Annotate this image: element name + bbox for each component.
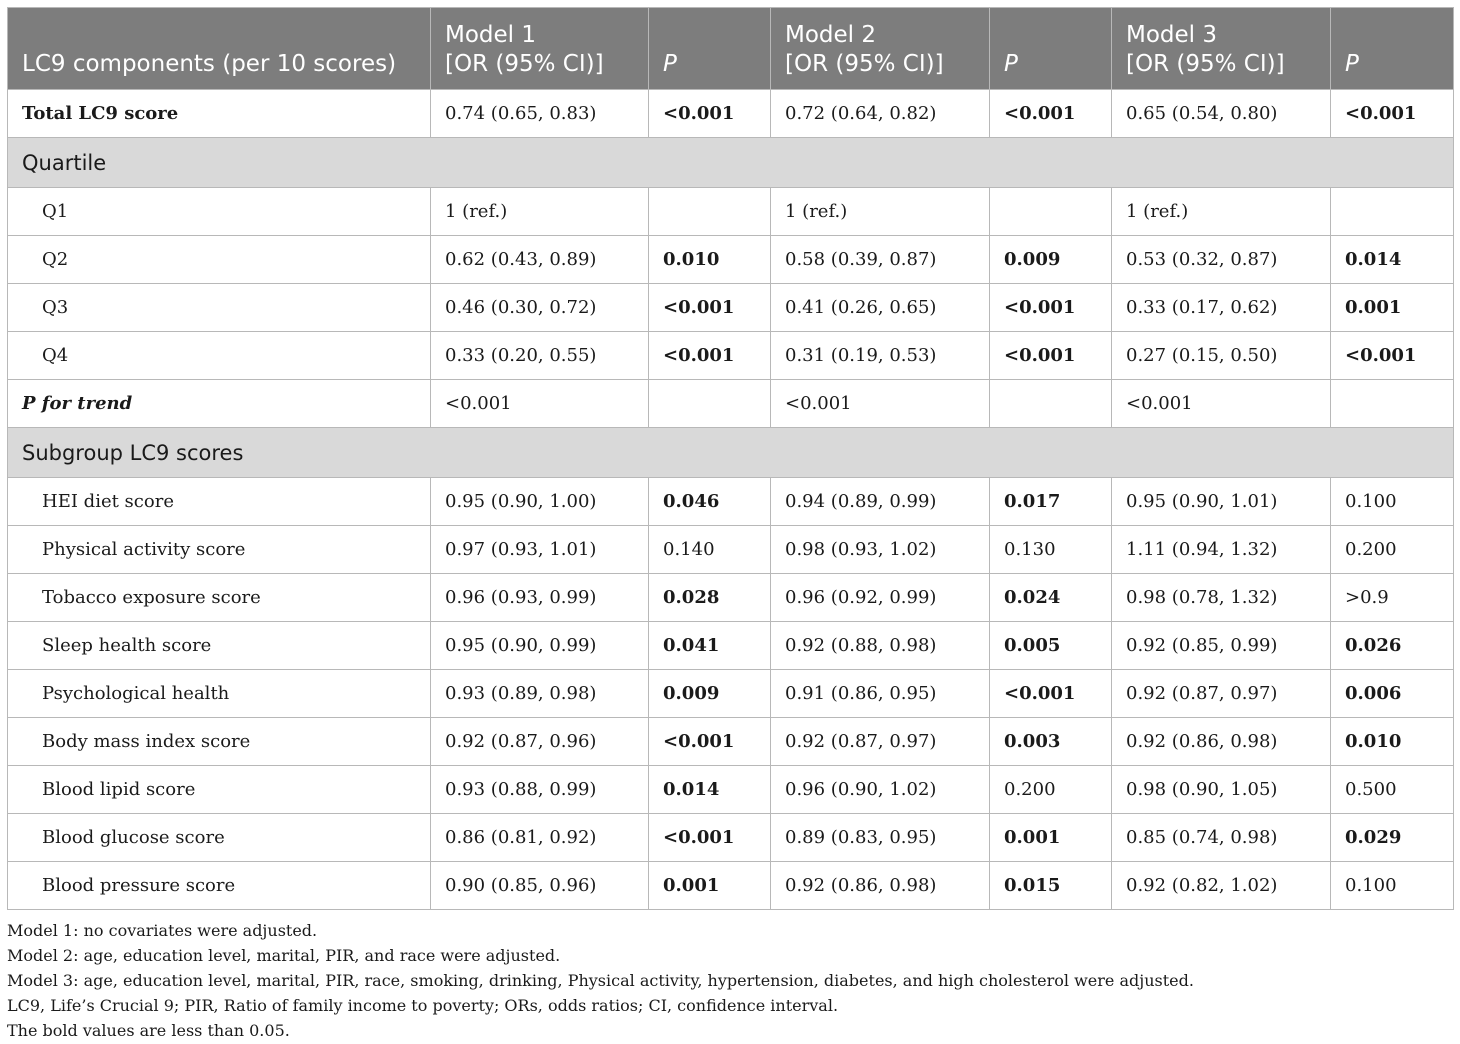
row-label: Blood pressure score	[8, 862, 431, 910]
row-label: Sleep health score	[8, 622, 431, 670]
or-model1: <0.001	[431, 380, 649, 428]
or-model1: 0.93 (0.88, 0.99)	[431, 766, 649, 814]
results-table	[7, 7, 1454, 910]
or-model3: 0.85 (0.74, 0.98)	[1112, 814, 1331, 862]
footnote: Model 1: no covariates were adjusted.	[7, 921, 318, 940]
header-p1: P	[649, 8, 771, 90]
row-label: Q3	[8, 284, 431, 332]
or-model2: 0.96 (0.90, 1.02)	[771, 766, 990, 814]
p-model3: >0.9	[1331, 574, 1454, 622]
or-model2: 1 (ref.)	[771, 188, 990, 236]
footnote: Model 3: age, education level, marital, PIR, race, smoking, drinking, Physical activity, hypertension, diabetes, and high cholesterol were adjusted.	[7, 971, 1194, 990]
p-model3: 0.006	[1331, 670, 1454, 718]
or-model2: 0.96 (0.92, 0.99)	[771, 574, 990, 622]
or-model2: 0.98 (0.93, 1.02)	[771, 526, 990, 574]
p-model1: 0.010	[649, 236, 771, 284]
table-footnotes	[7, 918, 1453, 1043]
section-row-subgroup	[8, 428, 1454, 478]
or-model2: 0.94 (0.89, 0.99)	[771, 478, 990, 526]
results-table-container	[7, 7, 1453, 910]
section-label: Quartile	[8, 138, 1454, 188]
row-label: Q2	[8, 236, 431, 284]
table-row-q4	[8, 332, 1454, 380]
p-model2: 0.130	[990, 526, 1112, 574]
or-model1: 0.95 (0.90, 1.00)	[431, 478, 649, 526]
p-model1: <0.001	[649, 332, 771, 380]
p-model3: 0.100	[1331, 862, 1454, 910]
or-model2: 0.92 (0.86, 0.98)	[771, 862, 990, 910]
footnote: The bold values are less than 0.05.	[7, 1021, 290, 1040]
p-model1: <0.001	[649, 814, 771, 862]
table-row-tobacco	[8, 574, 1454, 622]
p-model1: 0.009	[649, 670, 771, 718]
p-model3: 0.010	[1331, 718, 1454, 766]
header-p3: P	[1331, 8, 1454, 90]
or-model1: 0.46 (0.30, 0.72)	[431, 284, 649, 332]
p-model2: 0.015	[990, 862, 1112, 910]
p-model2: 0.009	[990, 236, 1112, 284]
or-model3: 0.92 (0.87, 0.97)	[1112, 670, 1331, 718]
row-label: P for trend	[8, 380, 431, 428]
or-model1: 0.74 (0.65, 0.83)	[431, 90, 649, 138]
or-model3: 0.65 (0.54, 0.80)	[1112, 90, 1331, 138]
p-model2: 0.001	[990, 814, 1112, 862]
table-row-total	[8, 90, 1454, 138]
p-model1: <0.001	[649, 284, 771, 332]
p-model1: 0.014	[649, 766, 771, 814]
table-row-physical-activity	[8, 526, 1454, 574]
p-model2	[990, 188, 1112, 236]
p-model2: 0.200	[990, 766, 1112, 814]
p-model1: <0.001	[649, 718, 771, 766]
table-row-trend	[8, 380, 1454, 428]
or-model1: 0.33 (0.20, 0.55)	[431, 332, 649, 380]
header-model3: Model 3 [OR (95% CI)]	[1112, 8, 1331, 90]
p-model1: 0.046	[649, 478, 771, 526]
p-model3: <0.001	[1331, 90, 1454, 138]
or-model3: 0.92 (0.85, 0.99)	[1112, 622, 1331, 670]
p-model1	[649, 380, 771, 428]
row-label: Tobacco exposure score	[8, 574, 431, 622]
table-row-sleep	[8, 622, 1454, 670]
p-model3	[1331, 188, 1454, 236]
p-model1: 0.001	[649, 862, 771, 910]
or-model3: 0.92 (0.82, 1.02)	[1112, 862, 1331, 910]
p-model2: <0.001	[990, 284, 1112, 332]
p-model1: 0.140	[649, 526, 771, 574]
or-model3: 0.98 (0.78, 1.32)	[1112, 574, 1331, 622]
row-label: Blood glucose score	[8, 814, 431, 862]
p-model2: <0.001	[990, 90, 1112, 138]
p-model2: 0.003	[990, 718, 1112, 766]
table-row-blood-pressure	[8, 862, 1454, 910]
or-model2: 0.58 (0.39, 0.87)	[771, 236, 990, 284]
or-model3: <0.001	[1112, 380, 1331, 428]
p-model3: 0.200	[1331, 526, 1454, 574]
or-model2: 0.89 (0.83, 0.95)	[771, 814, 990, 862]
row-label: Q4	[8, 332, 431, 380]
or-model1: 0.90 (0.85, 0.96)	[431, 862, 649, 910]
or-model2: 0.91 (0.86, 0.95)	[771, 670, 990, 718]
or-model2: <0.001	[771, 380, 990, 428]
table-row-glucose	[8, 814, 1454, 862]
footnote: Model 2: age, education level, marital, PIR, and race were adjusted.	[7, 946, 561, 965]
header-model2: Model 2 [OR (95% CI)]	[771, 8, 990, 90]
row-label: Q1	[8, 188, 431, 236]
footnote: LC9, Life’s Crucial 9; PIR, Ratio of family income to poverty; ORs, odds ratios; CI, confidence interval.	[7, 996, 839, 1015]
or-model3: 0.27 (0.15, 0.50)	[1112, 332, 1331, 380]
row-label: Psychological health	[8, 670, 431, 718]
or-model1: 1 (ref.)	[431, 188, 649, 236]
p-model1: 0.041	[649, 622, 771, 670]
p-model3: 0.100	[1331, 478, 1454, 526]
or-model2: 0.31 (0.19, 0.53)	[771, 332, 990, 380]
table-row-psychological	[8, 670, 1454, 718]
p-model2: 0.005	[990, 622, 1112, 670]
or-model3: 0.53 (0.32, 0.87)	[1112, 236, 1331, 284]
or-model2: 0.41 (0.26, 0.65)	[771, 284, 990, 332]
or-model3: 1 (ref.)	[1112, 188, 1331, 236]
table-row-q3	[8, 284, 1454, 332]
p-model1: <0.001	[649, 90, 771, 138]
table-row-lipid	[8, 766, 1454, 814]
p-model2: <0.001	[990, 670, 1112, 718]
or-model3: 0.33 (0.17, 0.62)	[1112, 284, 1331, 332]
header-components: LC9 components (per 10 scores)	[8, 8, 431, 90]
p-model3: 0.029	[1331, 814, 1454, 862]
header-row	[8, 8, 1454, 90]
p-model1	[649, 188, 771, 236]
row-label: Blood lipid score	[8, 766, 431, 814]
row-label: Body mass index score	[8, 718, 431, 766]
table-row-bmi	[8, 718, 1454, 766]
row-label: HEI diet score	[8, 478, 431, 526]
p-model3: 0.500	[1331, 766, 1454, 814]
p-model3: 0.026	[1331, 622, 1454, 670]
or-model1: 0.92 (0.87, 0.96)	[431, 718, 649, 766]
or-model1: 0.96 (0.93, 0.99)	[431, 574, 649, 622]
or-model1: 0.93 (0.89, 0.98)	[431, 670, 649, 718]
section-label: Subgroup LC9 scores	[8, 428, 1454, 478]
or-model3: 1.11 (0.94, 1.32)	[1112, 526, 1331, 574]
header-p2: P	[990, 8, 1112, 90]
p-model2: 0.017	[990, 478, 1112, 526]
or-model1: 0.97 (0.93, 1.01)	[431, 526, 649, 574]
p-model3: <0.001	[1331, 332, 1454, 380]
or-model1: 0.86 (0.81, 0.92)	[431, 814, 649, 862]
row-label: Total LC9 score	[8, 90, 431, 138]
or-model3: 0.92 (0.86, 0.98)	[1112, 718, 1331, 766]
or-model2: 0.72 (0.64, 0.82)	[771, 90, 990, 138]
or-model3: 0.98 (0.90, 1.05)	[1112, 766, 1331, 814]
p-model1: 0.028	[649, 574, 771, 622]
table-row-hei	[8, 478, 1454, 526]
table-row-q2	[8, 236, 1454, 284]
p-model2: <0.001	[990, 332, 1112, 380]
header-model1: Model 1 [OR (95% CI)]	[431, 8, 649, 90]
p-model2: 0.024	[990, 574, 1112, 622]
or-model1: 0.62 (0.43, 0.89)	[431, 236, 649, 284]
section-row-quartile	[8, 138, 1454, 188]
or-model1: 0.95 (0.90, 0.99)	[431, 622, 649, 670]
or-model2: 0.92 (0.87, 0.97)	[771, 718, 990, 766]
p-model2	[990, 380, 1112, 428]
p-model3	[1331, 380, 1454, 428]
or-model2: 0.92 (0.88, 0.98)	[771, 622, 990, 670]
row-label: Physical activity score	[8, 526, 431, 574]
table-row-q1	[8, 188, 1454, 236]
p-model3: 0.014	[1331, 236, 1454, 284]
p-model3: 0.001	[1331, 284, 1454, 332]
or-model3: 0.95 (0.90, 1.01)	[1112, 478, 1331, 526]
